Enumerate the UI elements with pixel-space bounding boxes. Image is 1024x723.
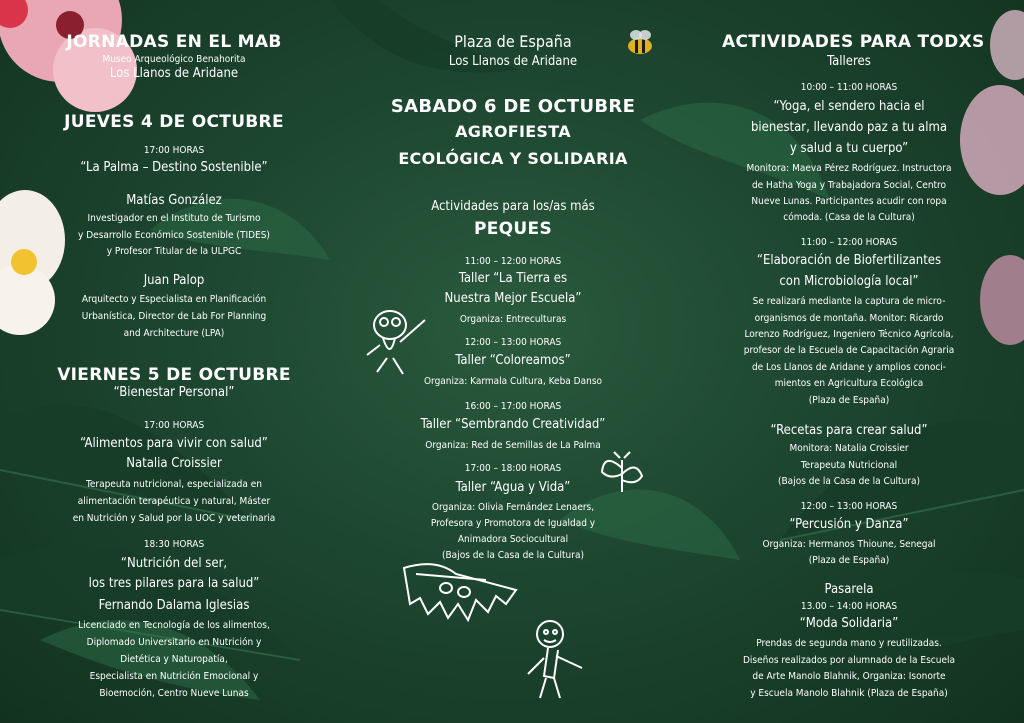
workshop-title: Taller “La Tierra es (458, 271, 568, 286)
day-heading: JUEVES 4 DE OCTUBRE (64, 112, 284, 132)
organizer: Animadora Sociocultural (457, 534, 569, 545)
workshop-desc: de Hatha Yoga y Trabajadora Social, Centro (751, 180, 947, 191)
workshop-desc: cómoda. (Casa de la Cultura) (783, 212, 915, 223)
speaker-desc: alimentación terapéutica y natural, Máster (77, 496, 271, 507)
speaker-name: Matías González (126, 193, 222, 208)
event-date: SABADO 6 DE OCTUBRE (390, 96, 636, 117)
workshop-title: y salud a tu cuerpo” (789, 141, 909, 156)
town: Los Llanos de Aridane (109, 66, 239, 81)
time: 16:00 – 17:00 HORAS (464, 401, 562, 412)
speaker-desc: Investigador en el Instituto de Turismo (87, 213, 261, 224)
organizer: Organiza: Red de Semillas de La Palma (425, 440, 601, 451)
workshop-desc: Prendas de segunda mano y reutilizadas. (756, 638, 942, 649)
time: 13.00 – 14:00 HORAS (800, 601, 898, 612)
time: 12:00 – 13:00 HORAS (800, 501, 898, 512)
speaker-desc: Arquitecto y Especialista en Planificación (81, 294, 267, 305)
venue: Museo Arqueológico Benahorita (102, 54, 246, 65)
time: 11:00 – 12:00 HORAS (464, 256, 562, 267)
workshop-desc: organismos de montaña. Monitor: Ricardo (754, 313, 944, 324)
workshop-title: Taller “Sembrando Creatividad” (420, 417, 606, 432)
speaker-desc: Diplomado Universitario en Nutrición y (86, 637, 262, 648)
talk-title: los tres pilares para la salud” (88, 576, 260, 591)
speaker-desc: and Architecture (LPA) (123, 328, 225, 339)
column-title: JORNADAS EN EL MAB (66, 32, 282, 52)
workshop-title: bienestar, llevando paz a tu alma (750, 120, 948, 135)
day-heading: VIERNES 5 DE OCTUBRE (57, 365, 291, 385)
speaker-desc: en Nutrición y Salud por la UOC y veterinaria (72, 513, 276, 524)
workshop-desc: (Plaza de España) (808, 395, 890, 406)
speaker-desc: Especialista en Nutrición Emocional y (89, 671, 259, 682)
organizer: Profesora y Promotora de Igualdad y (430, 518, 596, 529)
workshop-desc: Lorenzo Rodríguez, Ingeniero Técnico Agrícola, (744, 329, 954, 340)
workshop-title: Taller “Coloreamos” (455, 353, 571, 368)
workshop-desc: de Los Llanos de Aridane y amplios conoci- (751, 362, 947, 373)
workshop-desc: Organiza: Hermanos Thioune, Senegal (762, 539, 936, 550)
workshop-title: “Yoga, el sendero hacia el (773, 99, 925, 114)
workshop-desc: profesor de la Escuela de Capacitación Agraria (743, 345, 955, 356)
kids-heading: PEQUES (474, 219, 552, 239)
time: 10:00 – 11:00 HORAS (800, 82, 898, 93)
stick-figure-doodle-icon (522, 618, 602, 702)
talk-title: “Alimentos para vivir con salud” (80, 436, 268, 451)
speaker-desc: Licenciado en Tecnología de los alimentos, (78, 620, 270, 631)
workshop-desc: Monitora: Maeva Pérez Rodríguez. Instructora (746, 163, 952, 174)
talk-title: “La Palma – Destino Sostenible” (80, 160, 268, 175)
column-subtitle: Talleres (827, 54, 871, 69)
column-title: ACTIVIDADES PARA TODXS (722, 32, 985, 52)
workshop-title: “Percusión y Danza” (789, 517, 909, 532)
workshop-title: con Microbiología local” (779, 274, 919, 289)
speaker-desc: Dietética y Naturopatía, (120, 654, 228, 665)
speaker-name: Natalia Croissier (126, 456, 222, 471)
workshop-desc: Terapeuta Nutricional (800, 460, 898, 471)
workshop-title: “Moda Solidaria” (799, 616, 899, 631)
speaker-desc: y Profesor Titular de la ULPGC (106, 246, 242, 257)
organizer: Organiza: Olivia Fernández Lenaers, (431, 502, 595, 513)
time: 18:30 HORAS (143, 539, 205, 550)
workshop-desc: Se realizará mediante la captura de micro- (752, 296, 946, 307)
time: 12:00 – 13:00 HORAS (464, 337, 562, 348)
time: 11:00 – 12:00 HORAS (800, 237, 898, 248)
speaker-desc: Terapeuta nutricional, especializada en (86, 479, 262, 490)
workshop-title: Nuestra Mejor Escuela” (444, 291, 582, 306)
talk-title: “Nutrición del ser, (120, 556, 228, 571)
workshop-desc: Nueve Lunas. Participantes acudir con ropa (751, 196, 947, 207)
workshop-desc: Diseños realizados por alumnado de la Escuela (742, 655, 955, 666)
event-title: AGROFIESTA (455, 122, 571, 141)
town: Los Llanos de Aridane (448, 54, 578, 69)
speaker-desc: y Desarrollo Económico Sostenible (TIDES) (78, 230, 270, 241)
time: 17:00 HORAS (143, 145, 205, 156)
organizer: Organiza: Entreculturas (459, 314, 567, 325)
section-label: Pasarela (824, 582, 874, 597)
workshop-desc: (Plaza de España) (808, 555, 890, 566)
event-title: ECOLÓGICA Y SOLIDARIA (398, 149, 628, 168)
speaker-name: Juan Palop (143, 273, 205, 288)
workshop-desc: y Escuela Manolo Blahnik (Plaza de España) (750, 688, 948, 699)
organizer: (Bajos de la Casa de la Cultura) (442, 550, 584, 561)
workshop-desc: (Bajos de la Casa de la Cultura) (778, 476, 920, 487)
time: 17:00 HORAS (143, 420, 205, 431)
workshop-desc: Monitora: Natalia Croissier (789, 443, 909, 454)
workshop-desc: mientos en Agricultura Ecológica (774, 378, 924, 389)
workshop-title: Taller “Agua y Vida” (455, 480, 571, 495)
time: 17:00 – 18:00 HORAS (464, 463, 562, 474)
workshop-desc: de Arte Manolo Blahnik, Organiza: Isonorte (752, 671, 946, 682)
organizer: Organiza: Karmala Cultura, Keba Danso (423, 376, 603, 387)
workshop-title: “Elaboración de Biofertilizantes (756, 253, 942, 268)
day-subtitle: “Bienestar Personal” (113, 385, 235, 400)
speaker-name: Fernando Dalama Iglesias (98, 598, 250, 613)
kids-intro: Actividades para los/as más (431, 199, 595, 214)
workshop-title: “Recetas para crear salud” (770, 423, 928, 438)
monster-doodle-icon (396, 560, 521, 628)
speaker-desc: Urbanística, Director de Lab For Planning (81, 311, 267, 322)
speaker-desc: Bioemoción, Centro Nueve Lunas (99, 688, 249, 699)
place-name: Plaza de España (454, 32, 572, 51)
